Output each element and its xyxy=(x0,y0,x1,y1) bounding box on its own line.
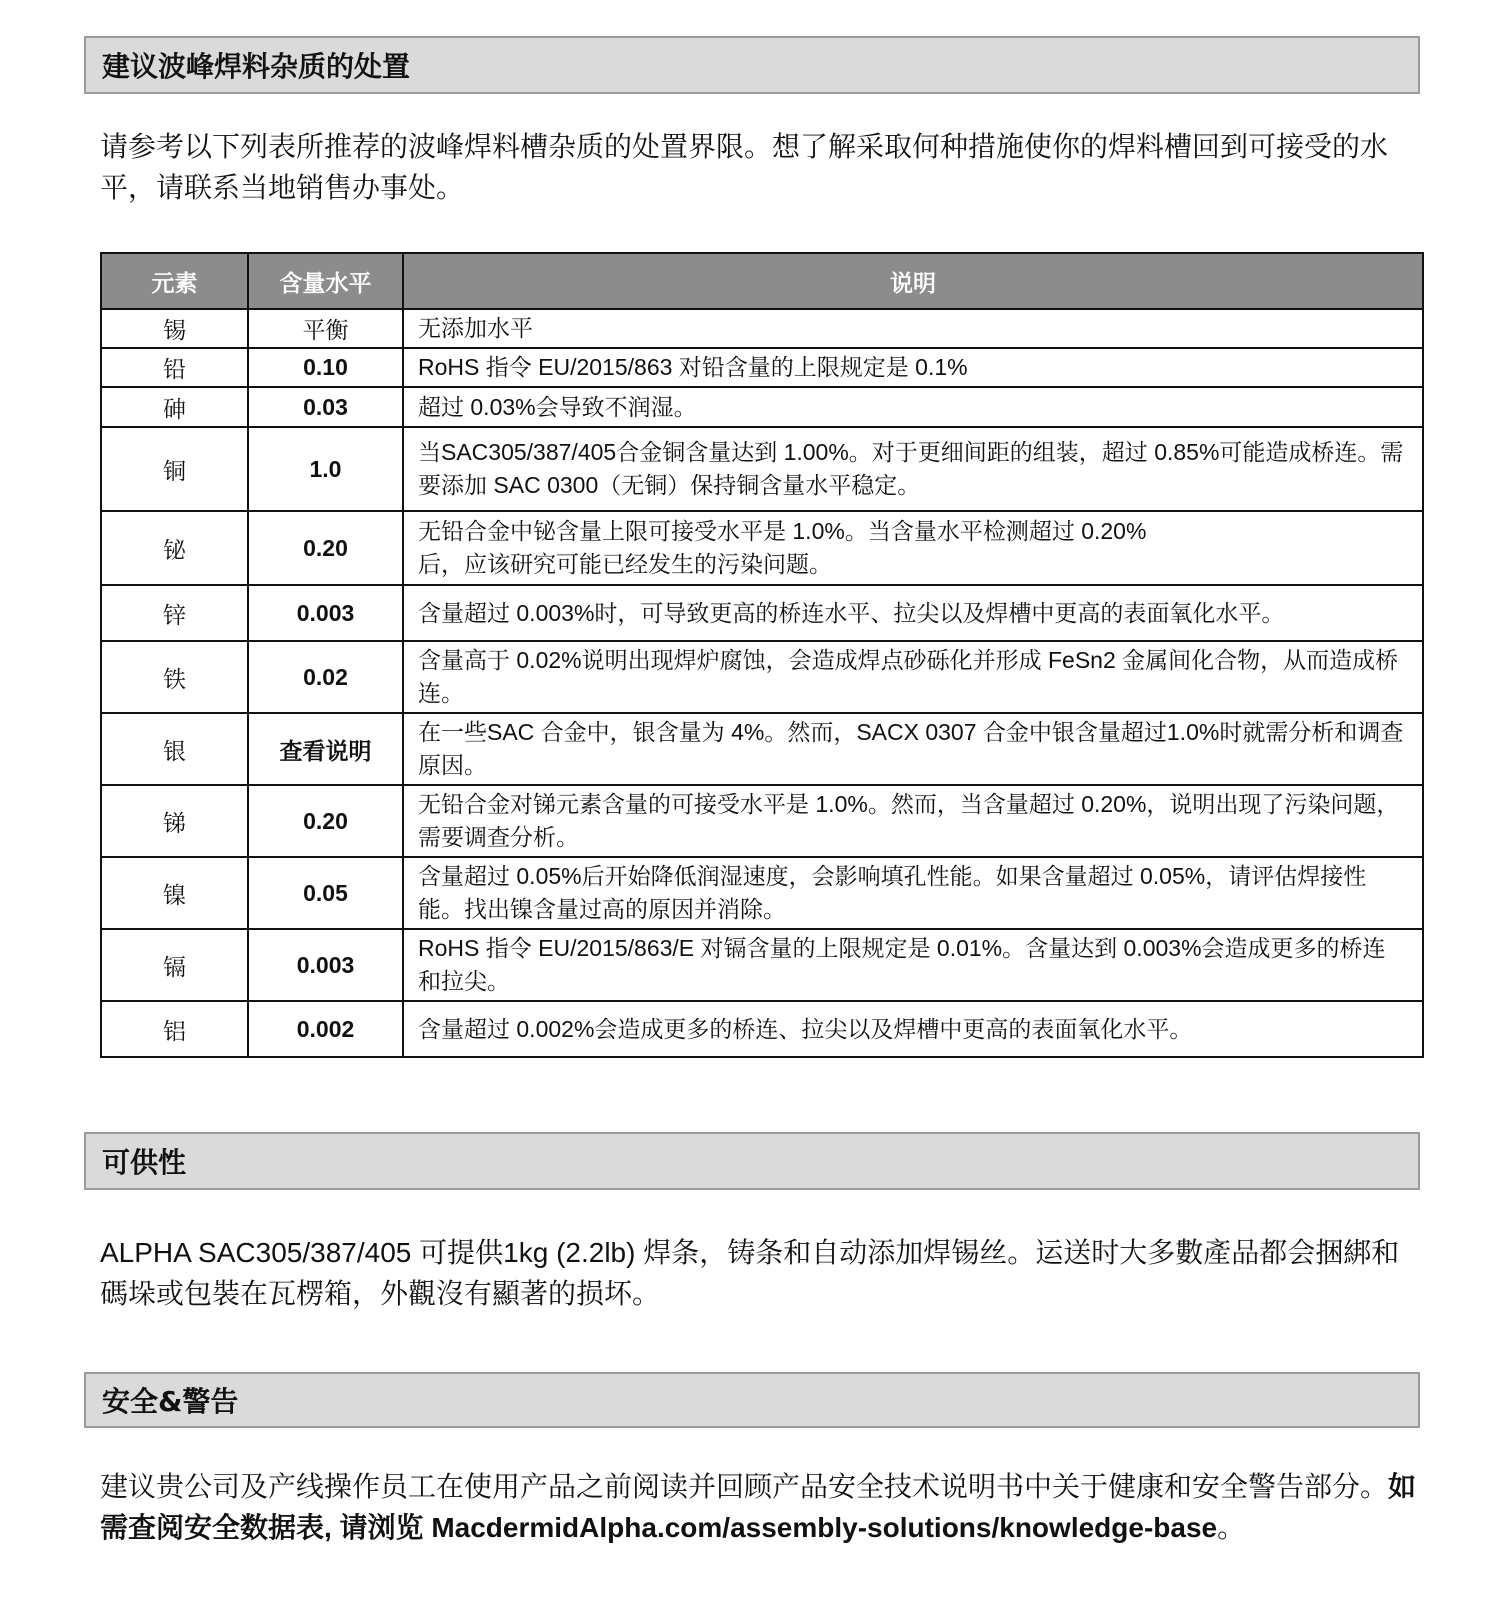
element-cell: 锡 xyxy=(101,309,248,348)
note-cell: 无铅合金对锑元素含量的可接受水平是 1.0%。然而，当含量超过 0.20%，说明出现了污染问题，需要调查分析。 xyxy=(403,785,1423,857)
table-row xyxy=(101,427,1423,511)
note-cell: 含量高于 0.02%说明出现焊炉腐蚀，会造成焊点砂砾化并形成 FeSn2 金属间化合物，从而造成桥连。 xyxy=(403,641,1423,713)
product-name: ALPHA SAC305/387/405 xyxy=(100,1237,420,1268)
column-header-level: 含量水平 xyxy=(248,253,403,309)
availability-phrase: 可提供 xyxy=(419,1236,504,1269)
element-cell: 砷 xyxy=(101,387,248,427)
element-cell: 铋 xyxy=(101,511,248,585)
safety-end: 。 xyxy=(1217,1511,1246,1544)
section-header-safety xyxy=(84,1372,1420,1428)
table-header-row xyxy=(101,253,1423,309)
section-header-availability xyxy=(84,1132,1420,1190)
element-cell: 铁 xyxy=(101,641,248,713)
level-cell: 0.003 xyxy=(248,929,403,1001)
note-cell: 在一些SAC 合金中，银含量为 4%。然而，SACX 0307 合金中银含量超过1.0%时就需分析和调查原因。 xyxy=(403,713,1423,785)
disposal-intro: 请参考以下列表所推荐的波峰焊料槽杂质的处置界限。想了解采取何种措施使你的焊料槽回到可接受的水平，请联系当地销售办事处。 xyxy=(100,130,1389,204)
element-cell: 锌 xyxy=(101,585,248,641)
table-row xyxy=(101,857,1423,929)
table-row xyxy=(101,348,1423,387)
column-header-element: 元素 xyxy=(101,253,248,309)
table-row xyxy=(101,511,1423,585)
table-row xyxy=(101,585,1423,641)
note-cell: 超过 0.03%会导致不润湿。 xyxy=(403,387,1423,427)
table-row xyxy=(101,309,1423,348)
safety-text xyxy=(100,1466,1420,1548)
note-cell: 无铅合金中铋含量上限可接受水平是 1.0%。当含量水平检测超过 0.20%后，应该研究可能已经发生的污染问题。 xyxy=(403,511,1423,585)
element-cell: 铜 xyxy=(101,427,248,511)
impurity-table xyxy=(100,252,1424,1058)
element-cell: 铝 xyxy=(101,1001,248,1057)
section-title: 安全&警告 xyxy=(102,1385,239,1418)
element-cell: 镉 xyxy=(101,929,248,1001)
table-row xyxy=(101,641,1423,713)
level-cell: 0.003 xyxy=(248,585,403,641)
level-cell: 0.05 xyxy=(248,857,403,929)
note-cell: 含量超过 0.003%时，可导致更高的桥连水平、拉尖以及焊槽中更高的表面氧化水平。 xyxy=(403,585,1423,641)
note-cell: RoHS 指令 EU/2015/863 对铅含量的上限规定是 0.1% xyxy=(403,348,1423,387)
column-header-note: 说明 xyxy=(403,253,1423,309)
availability-text xyxy=(100,1232,1420,1314)
availability-detail: 焊条，铸条和自动添加焊锡丝。运送时大多數產品都会捆綁和碼垛或包裝在瓦楞箱，外觀沒有顯著的损坏。 xyxy=(100,1236,1400,1310)
element-cell: 铅 xyxy=(101,348,248,387)
level-cell: 0.002 xyxy=(248,1001,403,1057)
note-cell: 无添加水平 xyxy=(403,309,1423,348)
section-title: 建议波峰焊料杂质的处置 xyxy=(102,50,411,83)
table-row xyxy=(101,785,1423,857)
level-cell: 0.02 xyxy=(248,641,403,713)
note-cell: 含量超过 0.05%后开始降低润湿速度，会影响填孔性能。如果含量超过 0.05%，请评估焊接性能。找出镍含量过高的原因并消除。 xyxy=(403,857,1423,929)
table-row xyxy=(101,713,1423,785)
level-cell: 查看说明 xyxy=(248,713,403,785)
level-cell: 0.20 xyxy=(248,511,403,585)
section-title: 可供性 xyxy=(102,1146,187,1179)
note-cell: RoHS 指令 EU/2015/863/E 对镉含量的上限规定是 0.01%。含量达到 0.003%会造成更多的桥连和拉尖。 xyxy=(403,929,1423,1001)
safety-advice: 建议贵公司及产线操作员工在使用产品之前阅读并回顾产品安全技术说明书中关于健康和安全警告部分。 xyxy=(100,1470,1389,1503)
level-cell: 平衡 xyxy=(248,309,403,348)
note-cell: 当SAC305/387/405合金铜含量达到 1.00%。对于更细间距的组装，超过 0.85%可能造成桥连。需要添加 SAC 0300（无铜）保持铜含量水平稳定。 xyxy=(403,427,1423,511)
level-cell: 0.03 xyxy=(248,387,403,427)
level-cell: 0.20 xyxy=(248,785,403,857)
level-cell: 1.0 xyxy=(248,427,403,511)
element-cell: 镍 xyxy=(101,857,248,929)
package-size: 1kg (2.2lb) xyxy=(503,1237,644,1268)
element-cell: 银 xyxy=(101,713,248,785)
table-row xyxy=(101,929,1423,1001)
table-row xyxy=(101,1001,1423,1057)
section-header-disposal xyxy=(84,36,1420,94)
element-cell: 锑 xyxy=(101,785,248,857)
note-cell: 含量超过 0.002%会造成更多的桥连、拉尖以及焊槽中更高的表面氧化水平。 xyxy=(403,1001,1423,1057)
table-row xyxy=(101,387,1423,427)
knowledge-base-link[interactable]: 如需查阅安全数据表, 请浏览 MacdermidAlpha.com/assembly-solutions/knowledge-base xyxy=(100,1471,1417,1543)
level-cell: 0.10 xyxy=(248,348,403,387)
